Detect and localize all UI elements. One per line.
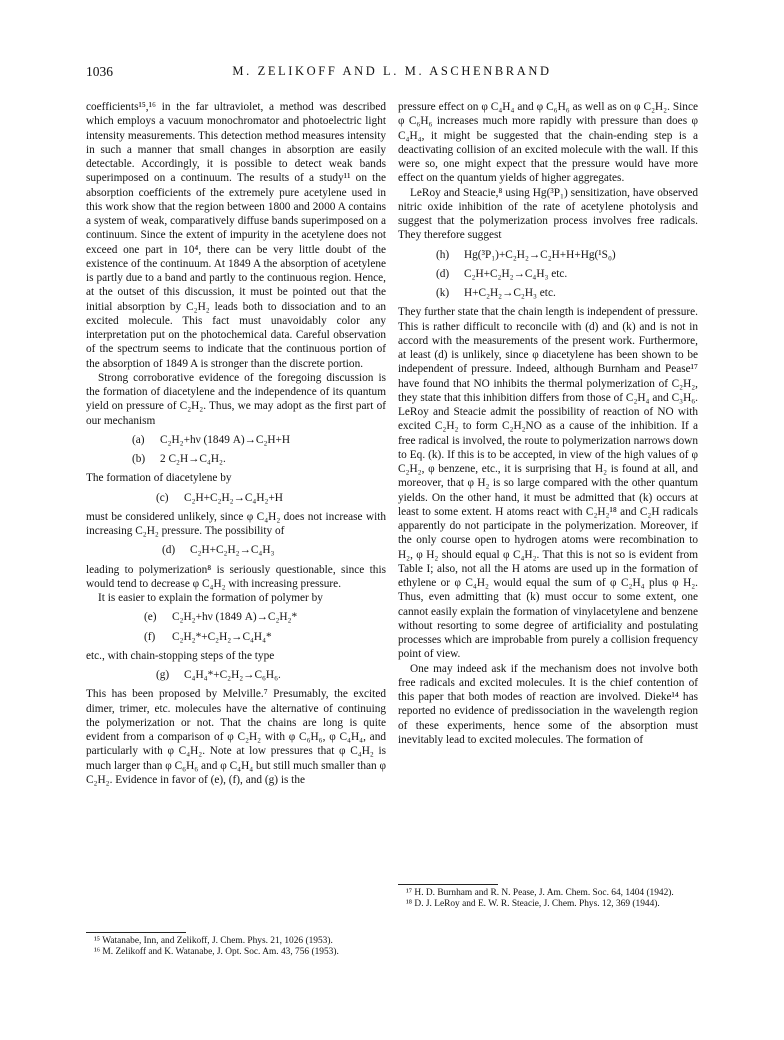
running-title: M. ZELIKOFF AND L. M. ASCHENBRAND: [232, 64, 552, 78]
equation-c: [86, 491, 386, 505]
equation-text: C₂H+C₂H₂→C₄H₃ etc.: [464, 267, 568, 280]
page-header: [86, 64, 698, 84]
equation-label: (b): [132, 453, 146, 465]
equation-h: [398, 248, 698, 262]
equation-e: [86, 610, 386, 624]
right-paragraph-1: pressure effect on φ C₄H₄ and φ C₆H₆ as well as on φ C₂H₂. Since φ C₆H₆ increases much more rapidly with pressure than does φ C₄H₄, it might be suggested that the chain-ending step is a deactivating collision of an excited molecule with the wall. If this were so, one might expect that the pressure would have more effect on the quantum yields of higher aggregates.: [398, 101, 698, 185]
left-paragraph-3: The formation of diacetylene by: [86, 472, 232, 485]
right-paragraph-2: LeRoy and Steacie,⁸ using Hg(³P₁) sensitization, have observed nitric oxide inhibition of the rate of acetylene photolysis and suggest that the polymerization process involves free radicals. They therefore suggest: [398, 186, 698, 242]
left-paragraph-1: coefficients¹⁵,¹⁶ in the far ultraviolet, a method was described which employs a vacuum monochromator and photoelectric light intensity measurements. This detection method measures intensity in such a manner that small changes in absorption are easily detectable. Accordingly, it is possible to detect weak bands superimposed on a continuum. The results of a study¹¹ on the absorption coefficients of the extremely pure acetylene used in this work show that the region between 1800 and 2000 A contains a system of weak, comparatively diffuse bands superimposed on a continuum. Since the extent of impurity in the acetylene does not exceed one part in 10⁴, there can be very little doubt of the existence of the continuum. At 1849 A the absorption of acetylene is partly due to a band and partly to the continuous region. Hence, at the outset of this discussion, it must be pointed out that the initial absorption by C₂H₂ leads both to dissociation and to an excited molecule. This fact must unavoidably color any interpretation put on the photochemical data. Careful observation of the spectrum seems to indicate that the continuous portion of the absorption of 1849 A is stronger than the discrete portion.: [86, 101, 386, 370]
equation-label: (k): [436, 287, 450, 299]
footnote-16: ¹⁶ M. Zelikoff and K. Watanabe, J. Opt. Soc. Am. 43, 756 (1953).: [94, 947, 339, 958]
equation-k: [398, 286, 698, 300]
equation-label: (e): [144, 611, 157, 624]
footnote-17: ¹⁷ H. D. Burnham and R. N. Pease, J. Am. Chem. Soc. 64, 1404 (1942).: [406, 888, 674, 898]
left-paragraph-2: Strong corroborative evidence of the foregoing discussion is the formation of diacetylene and the independence of its quantum yield on pressure of C₂H₂. Thus, we may adopt as the first part of our mechanism: [86, 371, 386, 427]
right-paragraph-4: One may indeed ask if the mechanism does not involve both free radicals and excited molecules. It is the chief contention of this paper that both modes of reaction are involved. Dieke¹⁴ has reported no evidence of predissociation in the wavelength region of these experiments, hence some of the absorption must inevitably lead to excited molecules. The formation of: [398, 662, 698, 746]
equation-g: [86, 668, 386, 682]
left-paragraph-4: must be considered unlikely, since φ C₄H₂ does not increase with increasing C₂H₂ pressure. The possibility of: [86, 510, 386, 537]
equation-label: (d): [162, 544, 176, 557]
equation-text: C₂H₂*+C₂H₂→C₄H₄*: [172, 630, 272, 643]
equation-text: 2 C₂H→C₄H₂.: [160, 453, 226, 465]
equation-label: (g): [156, 669, 170, 681]
equation-label: (d): [436, 267, 450, 280]
footnote-15: ¹⁵ Watanabe, Inn, and Zelikoff, J. Chem. Phys. 21, 1026 (1953).: [94, 936, 333, 946]
equation-label: (h): [436, 248, 450, 261]
equation-d-radical: [398, 267, 698, 281]
equation-f: [86, 630, 386, 644]
right-footnotes: [398, 880, 698, 911]
footnote-18: ¹⁸ D. J. LeRoy and E. W. R. Steacie, J. Chem. Phys. 12, 369 (1944).: [406, 899, 660, 910]
equation-b: [86, 452, 386, 466]
equation-text: C₂H₂+hν (1849 A)→C₂H+H: [160, 433, 291, 446]
footnote-rule: [398, 884, 498, 885]
left-paragraph-7: etc., with chain-stopping steps of the type: [86, 649, 275, 662]
equation-text: H+C₂H₂→C₂H₃ etc.: [464, 287, 556, 299]
footnote-rule: [86, 932, 186, 933]
equation-label: (a): [132, 433, 145, 446]
equation-text: C₂H+C₂H₂→C₄H₃: [190, 544, 275, 557]
right-paragraph-3: They further state that the chain length is independent of pressure. This is rather difficult to reconcile with (d) and (k) and is not in accord with the measurements of the present work. Furthermore, at least (d) is unlikely, since φ diacetylene has been shown to be independent of pressure. Indeed, although Burnham and Pease¹⁷ have found that NO inhibits the thermal polymerization of C₂H₂, they state that this inhibition differs from those of C₂H₄ and C₃H₆. LeRoy and Steacie admit the possibility of reaction of NO with excited C₂H₂ to form C₂H₂NO as a cause of the inhibition. If a free radical is involved, the route to polymerization narrows down to Eq. (k). If this is to be accepted, in view of the high values of φ C₂H₂, φ benzene, etc., it is surprising that H₂ is found at all, and moreover, that φ H₂ is so large compared with the other quantum yields. On the other hand, it must be admitted that (k) occurs at least to some extent. H atoms react with C₂H₂¹⁸ and C₂H radicals apparently do not participate in the polymerization. Moreover, if the only course open to hydrogen atoms were recombination to H₂, φ H₂ should equal φ C₄H₂. That this is not so is evident from Table I; also, not all the H atoms are used up in the formation of ethylene or φ C₄H₂ would equal the sum of φ C₂H₄ plus φ H₂. Thus, even admitting that (k) must occur to some extent, one cannot easily explain the formation of vinylacetylene and benzene without resorting to some degree of artificiality and postulating processes which are improbable from purely a collision frequency point of view.: [398, 306, 698, 661]
left-paragraph-6: It is easier to explain the formation of polymer by: [98, 592, 323, 604]
left-paragraph-5: leading to polymerization⁸ is seriously questionable, since this would tend to decrease φ C₄H₂ with increasing pressure.: [86, 563, 386, 590]
right-column: [398, 100, 698, 747]
equation-label: (c): [156, 491, 169, 504]
left-paragraph-8: This has been proposed by Melville.⁷ Presumably, the excited dimer, trimer, etc. molecules have the alternative of continuing the polymerization or not. That the chains are long is quite evident from a comparison of φ C₂H₂ with φ C₆H₆, φ C₄H₄, and particularly with φ C₄H₂. Note at low pressures that φ C₄H₂ is much larger than φ C₆H₆ and φ C₄H₄ but still much smaller than φ C₂H₂. Evidence in favor of (e), (f), and (g) is the: [86, 688, 386, 786]
equation-text: C₄H₄*+C₂H₂→C₆H₆.: [184, 669, 281, 681]
page-number: 1036: [86, 64, 113, 79]
equation-a: [86, 433, 386, 447]
equation-d: [86, 543, 386, 557]
equation-label: (f): [144, 630, 156, 643]
equation-text: C₂H+C₂H₂→C₄H₂+H: [184, 491, 283, 504]
equation-text: Hg(³P₁)+C₂H₂→C₂H+H+Hg(¹S₀): [464, 248, 616, 261]
left-footnotes: [86, 928, 386, 959]
left-column: [86, 100, 386, 787]
equation-text: C₂H₂+hν (1849 A)→C₂H₂*: [172, 611, 298, 624]
